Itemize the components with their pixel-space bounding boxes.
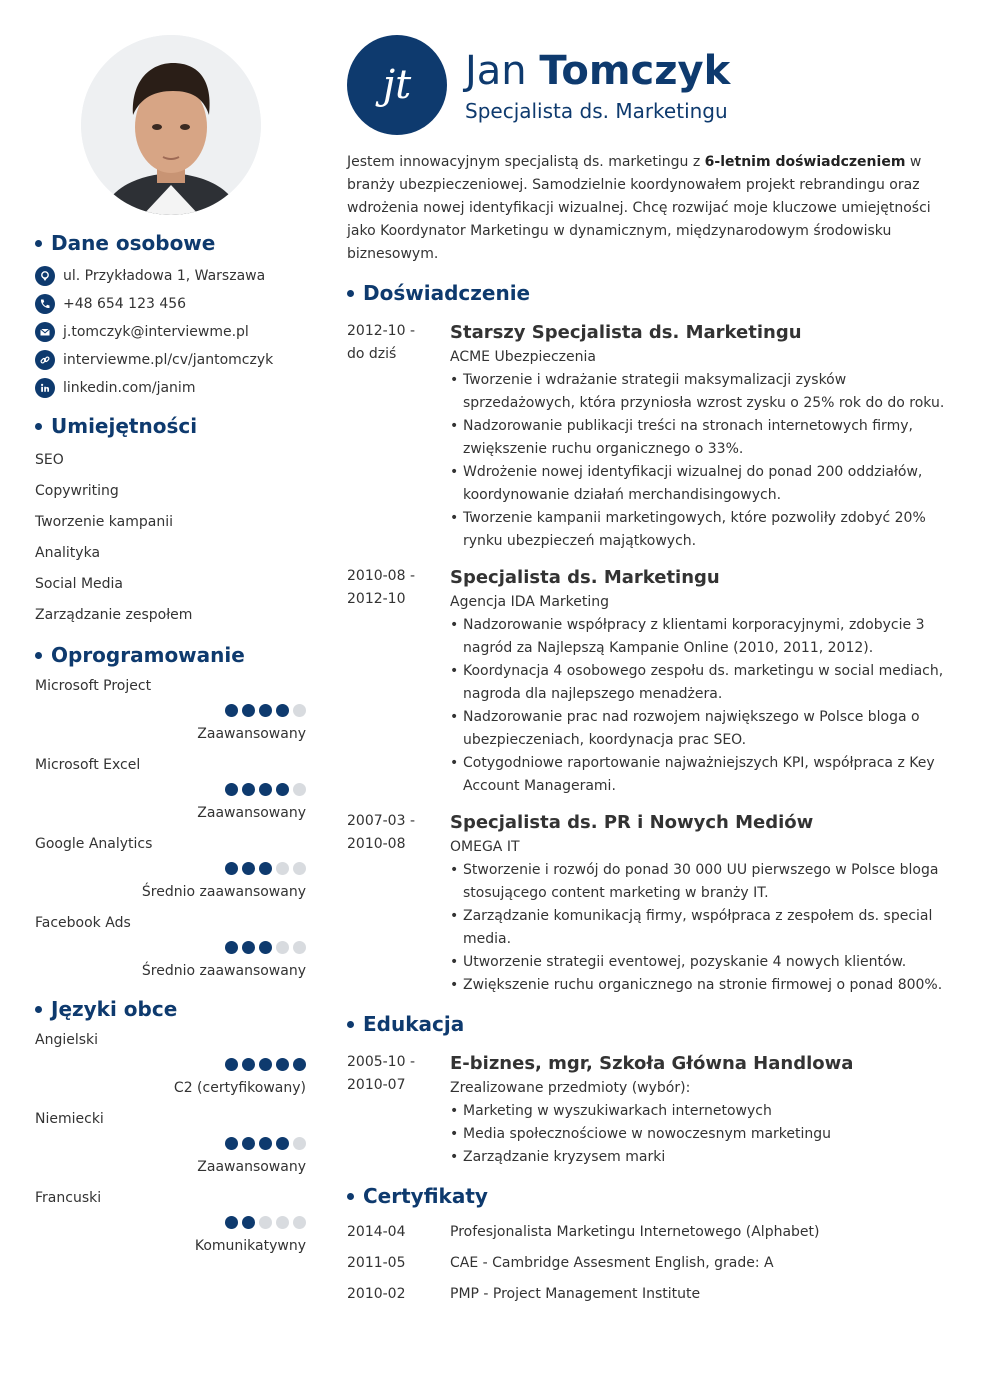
rated-item-name: Microsoft Project: [35, 678, 152, 694]
rated-item-level: Zaawansowany: [197, 726, 306, 742]
rated-item: [35, 753, 306, 825]
bullet-item: • Zarządzanie kryzysem marki: [450, 1146, 957, 1169]
entry-bullets: [450, 369, 957, 553]
rating-dot-filled: [276, 704, 289, 717]
rating-dot-filled: [259, 704, 272, 717]
rated-item-name: Niemiecki: [35, 1111, 104, 1127]
bullet-item: • Cotygodniowe raportowanie najważniejszych KPI, współpraca z Key Account Managerami.: [450, 752, 957, 798]
location-pin-icon: [35, 266, 55, 286]
rating-dot-empty: [293, 1137, 306, 1150]
rating-dot-filled: [259, 1058, 272, 1071]
last-name: Tomczyk: [539, 48, 731, 94]
entry-subtitle: Agencja IDA Marketing: [450, 594, 610, 610]
entry-dates: [347, 565, 450, 798]
date-from: 2012-10 -: [347, 323, 415, 339]
bullet-item: • Tworzenie i wdrażanie strategii maksymalizacji zysków sprzedażowych, która przyniosła wzrost zysku o 25% rok do do roku.: [450, 369, 957, 415]
portrait-image: [81, 35, 261, 215]
entry-body: [450, 810, 957, 997]
bullet-dot: [347, 290, 354, 297]
rating-dot-filled: [276, 1058, 289, 1071]
education-list: [347, 1051, 957, 1169]
rating-dot-filled: [225, 1137, 238, 1150]
contact-phone: [35, 290, 306, 318]
rated-item-level: Zaawansowany: [197, 1159, 306, 1175]
profile-summary: [347, 151, 957, 266]
date-to: 2010-08: [347, 836, 406, 852]
bullet-dot: [347, 1021, 354, 1028]
section-title: Dane osobowe: [51, 231, 216, 255]
rating-dot-filled: [225, 783, 238, 796]
section-title: Doświadczenie: [363, 281, 531, 305]
rated-item: [35, 1186, 306, 1258]
date-to: 2012-10: [347, 591, 406, 607]
section-title: Certyfikaty: [363, 1184, 488, 1208]
contact-email[interactable]: [35, 318, 306, 346]
contact-address: [35, 262, 306, 290]
languages-section-header: [35, 994, 306, 1024]
summary-highlight: 6-letnim doświadczeniem: [704, 154, 906, 170]
entry-dates: [347, 1051, 450, 1169]
section-title: Oprogramowanie: [51, 643, 245, 667]
bullet-item: • Nadzorowanie prac nad rozwojem największego w Polsce bloga o ubezpieczeniach, koordynacja prac SEO.: [450, 706, 957, 752]
skill-item: Analityka: [35, 545, 101, 561]
education-section-header: [347, 1009, 957, 1039]
entry-body: [450, 320, 957, 553]
skill-item: Tworzenie kampanii: [35, 514, 173, 530]
linkedin-link[interactable]: linkedin.com/janim: [63, 380, 196, 396]
skill-item: Zarządzanie zespołem: [35, 607, 193, 623]
entry-bullets: [450, 1100, 957, 1169]
rating-dot-filled: [242, 862, 255, 875]
entry: [347, 565, 957, 798]
bullet-dot: [35, 652, 42, 659]
bullet-item: • Tworzenie kampanii marketingowych, które pozwoliły zdobyć 20% rynku ubezpieczeń majątkowych.: [450, 507, 957, 553]
certificate-date: 2010-02: [347, 1286, 406, 1302]
bullet-item: • Koordynacja 4 osobowego zespołu ds. marketingu w social mediach, nagroda dla najlepszego menadżera.: [450, 660, 957, 706]
certificate-date: 2011-05: [347, 1255, 406, 1271]
rating-dot-filled: [225, 704, 238, 717]
date-from: 2007-03 -: [347, 813, 415, 829]
skills-section-header: [35, 411, 306, 441]
bullet-item: • Wdrożenie nowej identyfikacji wizualnej do ponad 200 oddziałów, koordynowanie działań merchandisingowych.: [450, 461, 957, 507]
rating-dots: [35, 698, 306, 722]
rating-dot-filled: [242, 783, 255, 796]
entry-dates: [347, 320, 450, 553]
entry: [347, 810, 957, 997]
skill-item: SEO: [35, 452, 64, 468]
rated-item: [35, 674, 306, 746]
certificate-row: [347, 1279, 957, 1310]
job-title: Specjalista ds. Marketingu: [465, 99, 728, 123]
phone-icon: [35, 294, 55, 314]
address-text: ul. Przykładowa 1, Warszawa: [63, 268, 266, 284]
rating-dot-filled: [242, 704, 255, 717]
rating-dot-filled: [242, 1216, 255, 1229]
rating-dot-filled: [259, 783, 272, 796]
right-column: [347, 35, 957, 1310]
bullet-item: • Utworzenie strategii eventowej, pozyskanie 4 nowych klientów.: [450, 951, 957, 974]
date-from: 2010-08 -: [347, 568, 415, 584]
summary-text: Jestem innowacyjnym specjalistą ds. marketingu z: [347, 154, 705, 170]
bullet-dot: [347, 1193, 354, 1200]
bullet-item: • Marketing w wyszukiwarkach internetowych: [450, 1100, 957, 1123]
rated-item-name: Facebook Ads: [35, 915, 131, 931]
rating-dot-filled: [225, 862, 238, 875]
website-link[interactable]: interviewme.pl/cv/jantomczyk: [63, 352, 274, 368]
certificate-name: CAE - Cambridge Assesment English, grade: A: [450, 1255, 774, 1271]
contact-linkedin[interactable]: [35, 374, 306, 402]
skill-item: Social Media: [35, 576, 124, 592]
certificate-name: PMP - Project Management Institute: [450, 1286, 701, 1302]
monogram-badge: jt: [347, 35, 447, 135]
date-to: do dziś: [347, 346, 397, 362]
rating-dot-empty: [276, 862, 289, 875]
date-from: 2005-10 -: [347, 1054, 415, 1070]
bullet-item: • Nadzorowanie publikacji treści na stronach internetowych firmy, zwiększenie ruchu organicznego o 33%.: [450, 415, 957, 461]
rating-dots: [35, 1210, 306, 1234]
entry-title: Starszy Specjalista ds. Marketingu: [450, 322, 802, 343]
rated-item-level: Komunikatywny: [194, 1238, 306, 1254]
contact-website[interactable]: [35, 346, 306, 374]
rating-dot-empty: [293, 862, 306, 875]
rating-dot-empty: [293, 941, 306, 954]
certificate-row: [347, 1217, 957, 1248]
certificate-name: Profesjonalista Marketingu Internetowego (Alphabet): [450, 1224, 820, 1240]
entry-title: Specjalista ds. PR i Nowych Mediów: [450, 812, 814, 833]
profile-photo: [81, 35, 261, 215]
rating-dot-empty: [293, 1216, 306, 1229]
certificates-section-header: [347, 1181, 957, 1211]
rated-item-level: Średnio zaawansowany: [141, 963, 306, 979]
bullet-item: • Zarządzanie komunikacją firmy, współpraca z zespołem ds. special media.: [450, 905, 957, 951]
rated-item-name: Microsoft Excel: [35, 757, 141, 773]
first-name: Jan: [465, 48, 527, 94]
entry-bullets: [450, 859, 957, 997]
personal-section-header: [35, 228, 306, 258]
rated-item-name: Francuski: [35, 1190, 102, 1206]
entry-title: E-biznes, mgr, Szkoła Główna Handlowa: [450, 1053, 854, 1074]
bullet-item: • Stworzenie i rozwój do ponad 30 000 UU pierwszego w Polsce bloga stosującego content marketing w branży IT.: [450, 859, 957, 905]
rating-dot-filled: [242, 1137, 255, 1150]
rating-dot-empty: [293, 704, 306, 717]
section-title: Edukacja: [363, 1012, 465, 1036]
left-column: [35, 35, 306, 1265]
full-name: [465, 47, 730, 95]
entry-subtitle: OMEGA IT: [450, 839, 520, 855]
rating-dot-filled: [259, 862, 272, 875]
phone-text: +48 654 123 456: [63, 296, 187, 312]
rated-item: [35, 832, 306, 904]
rating-dot-filled: [259, 941, 272, 954]
rating-dot-filled: [225, 941, 238, 954]
rating-dot-filled: [225, 1058, 238, 1071]
entry-bullets: [450, 614, 957, 798]
bullet-dot: [35, 1006, 42, 1013]
section-title: Umiejętności: [51, 414, 198, 438]
rating-dot-filled: [242, 1058, 255, 1071]
resume-header: [347, 35, 957, 135]
email-link[interactable]: j.tomczyk@interviewme.pl: [63, 324, 249, 340]
rated-item-name: Angielski: [35, 1032, 99, 1048]
rating-dot-filled: [259, 1137, 272, 1150]
certificate-row: [347, 1248, 957, 1279]
skills-list: [35, 445, 306, 631]
languages-list: [35, 1028, 306, 1258]
rating-dots: [35, 1052, 306, 1076]
entry-subtitle: Zrealizowane przedmioty (wybór):: [450, 1080, 691, 1096]
certificates-list: [347, 1217, 957, 1310]
rating-dot-filled: [225, 1216, 238, 1229]
section-title: Języki obce: [51, 997, 178, 1021]
entry-subtitle: ACME Ubezpieczenia: [450, 349, 596, 365]
experience-section-header: [347, 278, 957, 308]
bullet-item: • Media społecznościowe w nowoczesnym marketingu: [450, 1123, 957, 1146]
rated-item-level: C2 (certyfikowany): [173, 1080, 306, 1096]
bullet-dot: [35, 240, 42, 247]
bullet-item: • Nadzorowanie współpracy z klientami korporacyjnymi, zdobycie 3 nagród za Najlepszą Kampanie Online (2010, 2011, 2012).: [450, 614, 957, 660]
skill-item: Copywriting: [35, 483, 119, 499]
rated-item-name: Google Analytics: [35, 836, 153, 852]
link-icon: [35, 350, 55, 370]
rating-dot-filled: [276, 783, 289, 796]
rating-dots: [35, 935, 306, 959]
rated-item: [35, 1107, 306, 1179]
entry-dates: [347, 810, 450, 997]
linkedin-icon: [35, 378, 55, 398]
rating-dot-filled: [242, 941, 255, 954]
date-to: 2010-07: [347, 1077, 406, 1093]
rating-dots: [35, 777, 306, 801]
rating-dot-filled: [293, 1058, 306, 1071]
entry: [347, 1051, 957, 1169]
rating-dot-empty: [259, 1216, 272, 1229]
rated-item: [35, 1028, 306, 1100]
rating-dot-filled: [276, 1137, 289, 1150]
entry-body: [450, 565, 957, 798]
experience-list: [347, 320, 957, 997]
rating-dot-empty: [276, 941, 289, 954]
rating-dot-empty: [276, 1216, 289, 1229]
entry-title: Specjalista ds. Marketingu: [450, 567, 720, 588]
summary-text: w branży ubezpieczeniowej. Samodzielnie koordynowałem projekt rebrandingu oraz wdrożenia nowej identyfikacji wizualnej. Chcę rozwijać moje kluczowe umiejętności jako Koordynator Marketingu w dynamicznym, międzynarodowym środowisku biznesowym.: [347, 154, 931, 262]
software-section-header: [35, 640, 306, 670]
rating-dot-empty: [293, 783, 306, 796]
rated-item-level: Zaawansowany: [197, 805, 306, 821]
rating-dots: [35, 1131, 306, 1155]
bullet-item: • Zwiększenie ruchu organicznego na stronie firmowej o ponad 800%.: [450, 974, 957, 997]
entry: [347, 320, 957, 553]
envelope-icon: [35, 322, 55, 342]
software-list: [35, 674, 306, 983]
entry-body: [450, 1051, 957, 1169]
rating-dots: [35, 856, 306, 880]
rated-item: [35, 911, 306, 983]
bullet-dot: [35, 423, 42, 430]
certificate-date: 2014-04: [347, 1224, 406, 1240]
rated-item-level: Średnio zaawansowany: [141, 884, 306, 900]
